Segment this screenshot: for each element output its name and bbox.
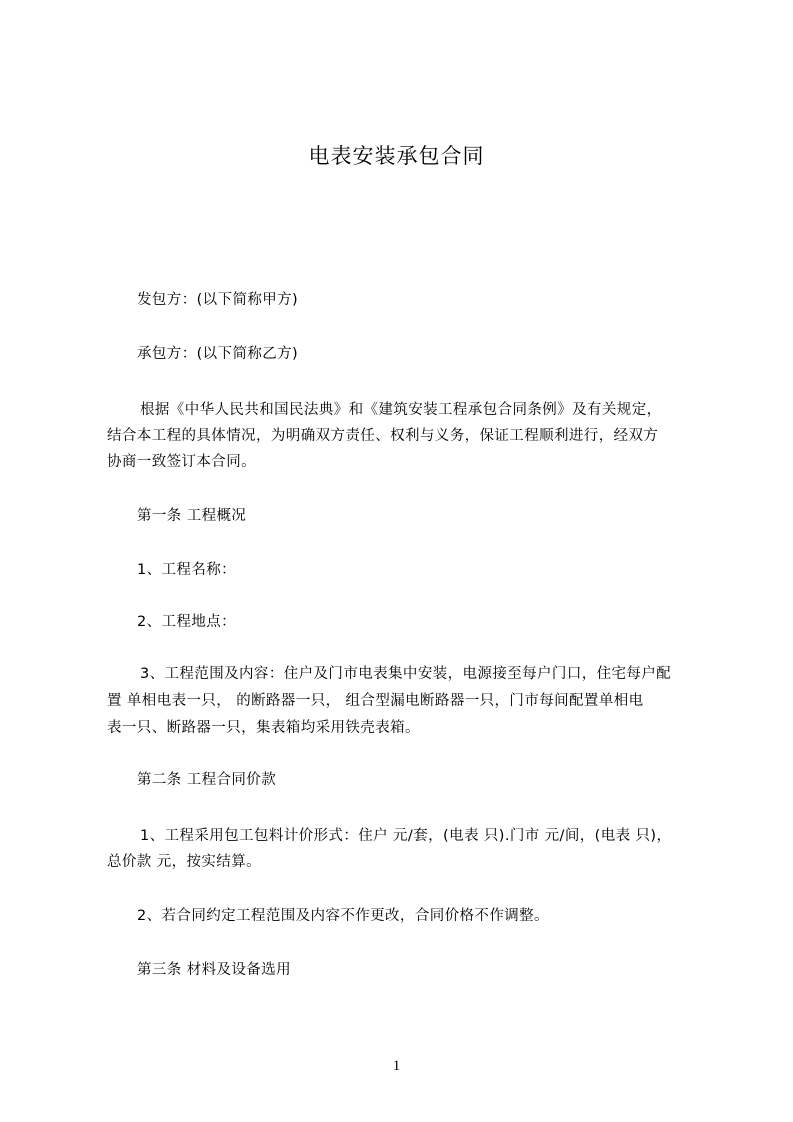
article-1-item-3-line-1: 3、工程范围及内容：住户及门市电表集中安装，电源接至每户门口，住宅每户配 bbox=[140, 666, 672, 682]
article-2-heading: 第二条 工程合同价款 bbox=[137, 772, 277, 788]
article-2-item-1-line-2: 总价款 元，按实结算。 bbox=[107, 854, 262, 870]
article-2-item-2: 2、若合同约定工程范围及内容不作更改，合同价格不作调整。 bbox=[137, 908, 549, 924]
article-1-item-3-line-2: 置 单相电表一只， 的断路器一只， 组合型漏电断路器一只，门市每间配置单相电 bbox=[107, 693, 644, 709]
article-1-item-2: 2、工程地点： bbox=[137, 614, 237, 630]
article-3-heading: 第三条 材料及设备选用 bbox=[137, 962, 292, 978]
preamble-line-2: 结合本工程的具体情况，为明确双方责任、权利与义务，保证工程顺利进行，经双方 bbox=[107, 428, 659, 444]
article-1-heading: 第一条 工程概况 bbox=[137, 508, 247, 524]
article-1-item-3-line-3: 表一只、断路器一只，集表箱均采用铁壳表箱。 bbox=[107, 720, 420, 736]
contract-title: 电表安装承包合同 bbox=[308, 144, 485, 168]
article-2-item-1-line-1: 1、工程采用包工包料计价形式：住户 元/套，(电表 只).门市 元/间，(电表 只)， bbox=[140, 828, 672, 844]
party-a-line: 发包方：(以下简称甲方) bbox=[137, 292, 299, 308]
page-number: 1 bbox=[392, 1058, 401, 1074]
preamble-line-1: 根据《中华人民共和国民法典》和《建筑安装工程承包合同条例》及有关规定， bbox=[140, 402, 662, 418]
party-b-line: 承包方：(以下简称乙方) bbox=[137, 346, 299, 362]
preamble-line-3: 协商一致签订本合同。 bbox=[107, 454, 256, 470]
article-1-item-1: 1、工程名称： bbox=[137, 562, 237, 578]
